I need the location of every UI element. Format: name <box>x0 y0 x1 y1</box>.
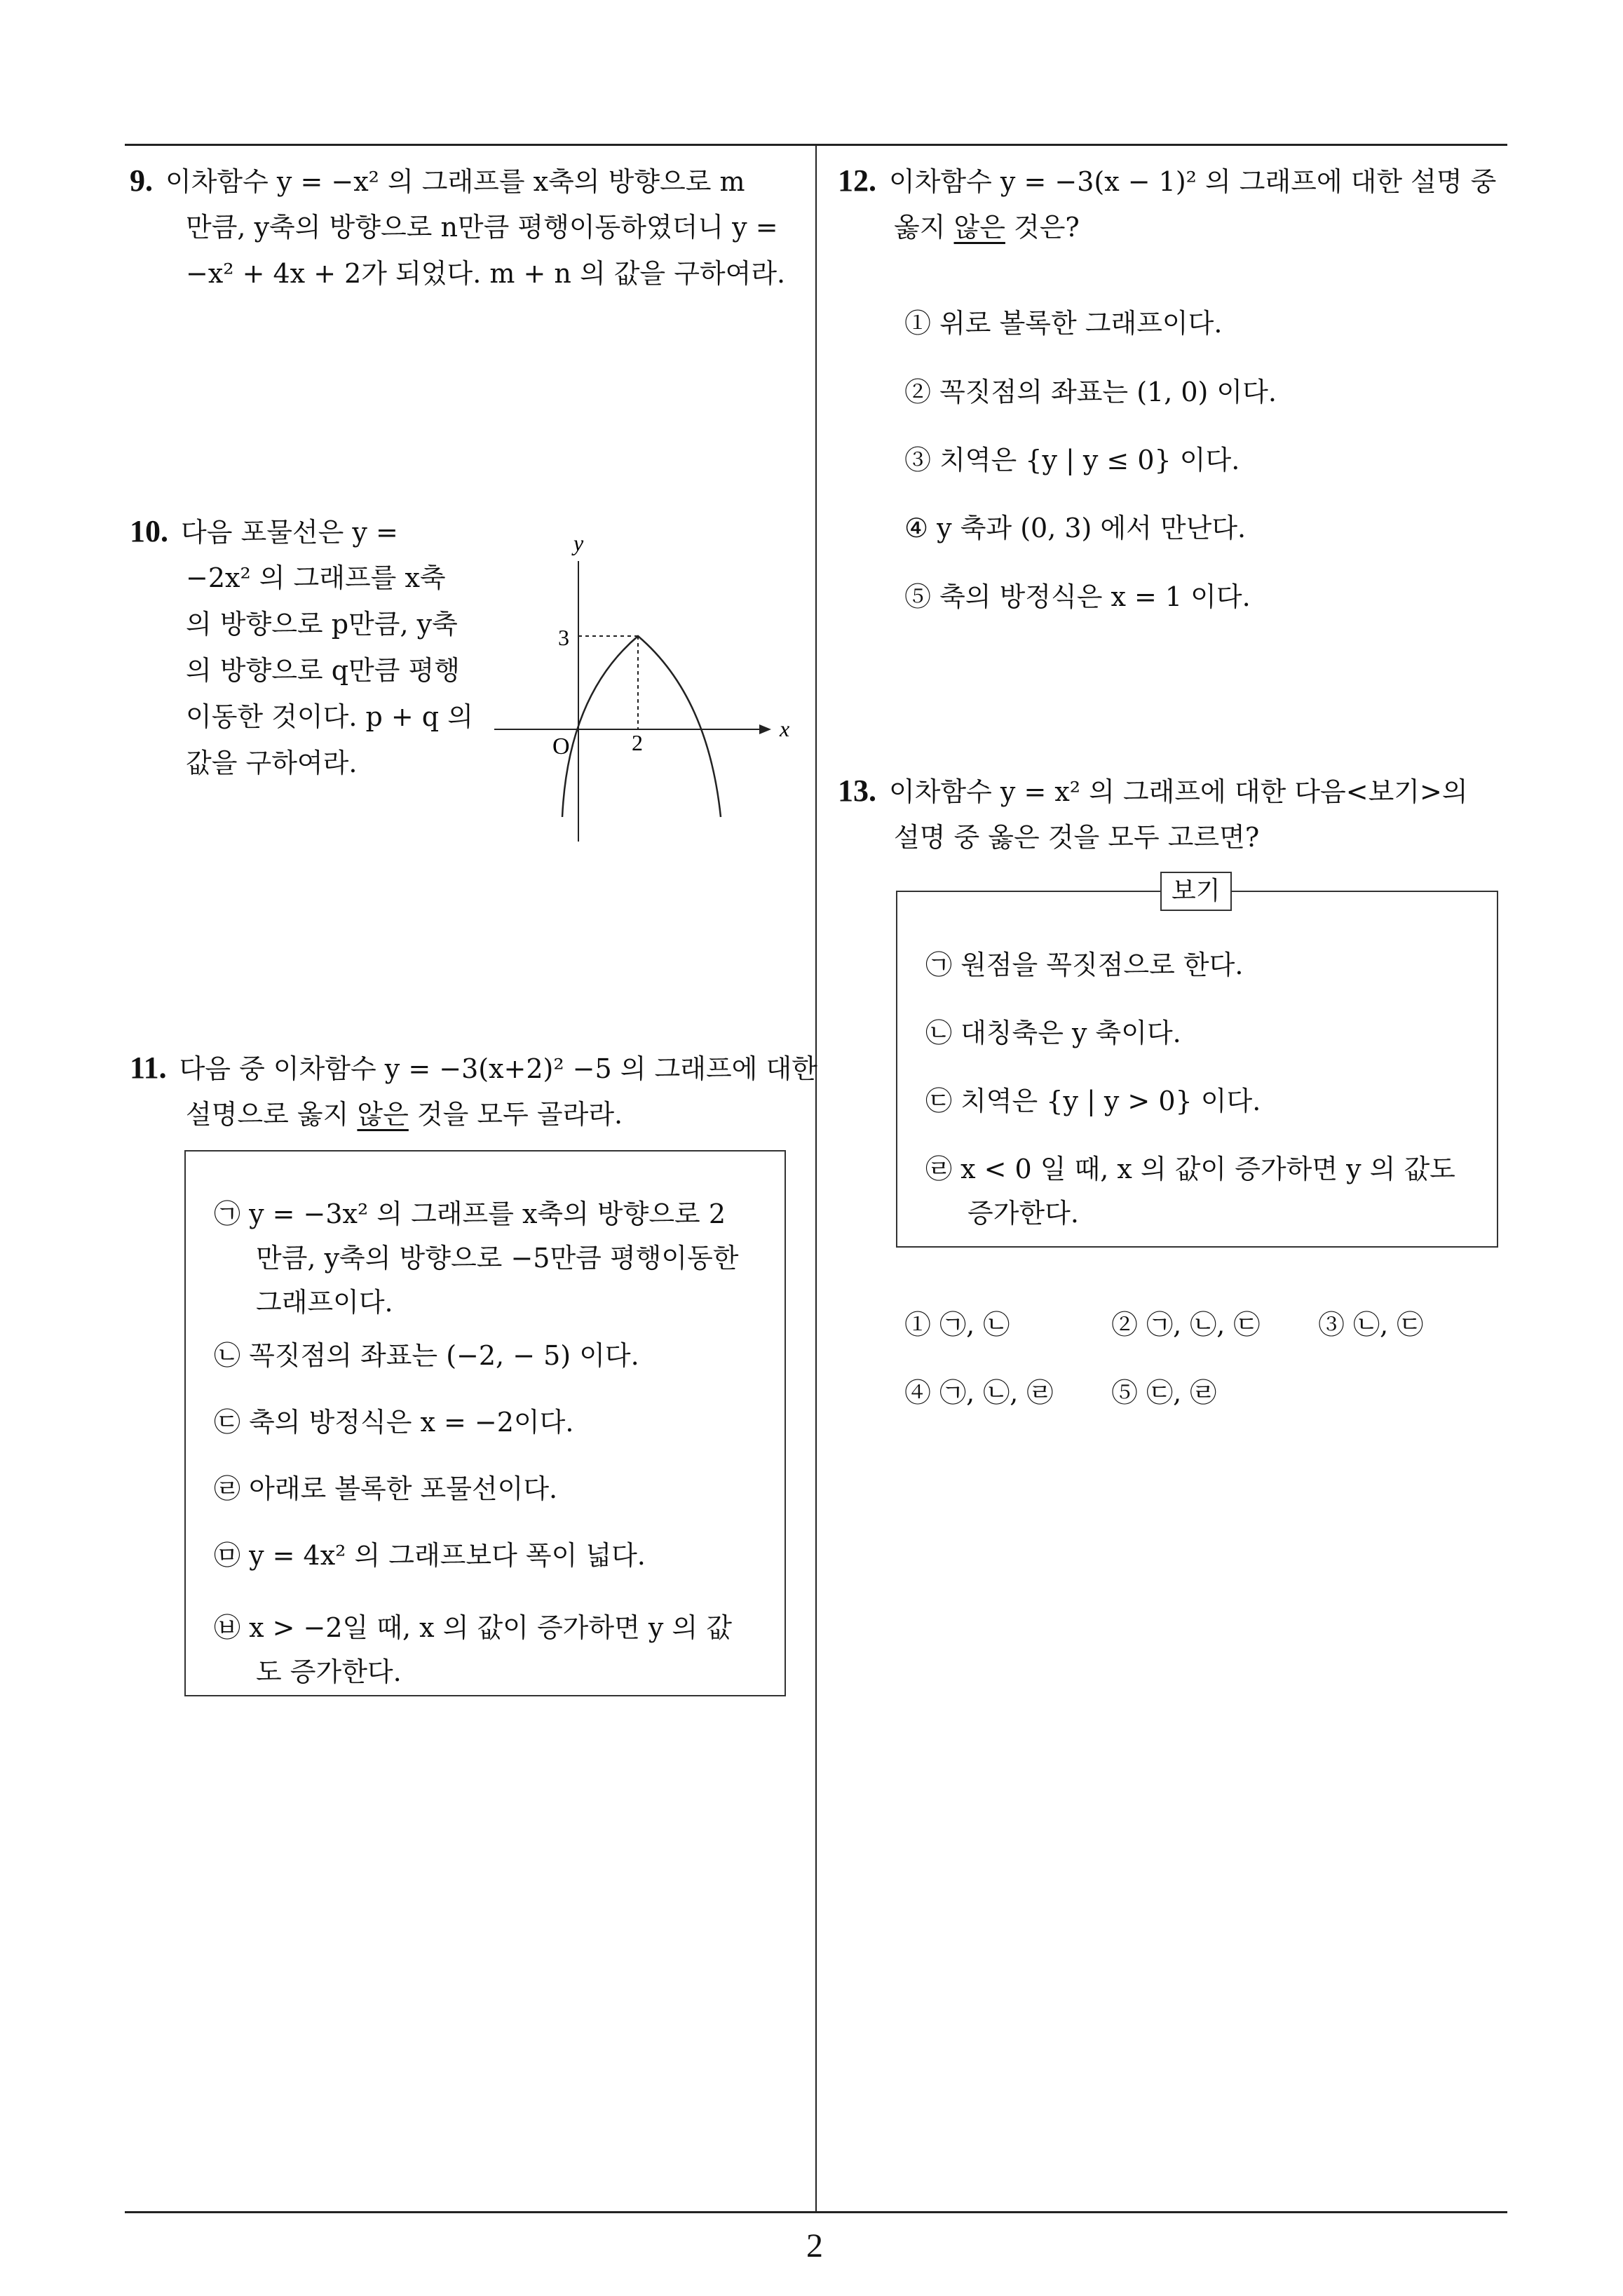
emphasis-underline: 않은 <box>953 212 1005 243</box>
question-text-line: 것은? <box>1005 212 1080 243</box>
option-2[interactable]: ② ㉠, ㉡, ㉢ <box>1111 1309 1261 1340</box>
statement-item: ㉠ y = −3x² 의 그래프를 x축의 방향으로 2 <box>214 1198 726 1229</box>
question-text-line: −x² + 4x + 2가 되었다. m + n 의 값을 구하여라. <box>186 258 786 289</box>
bottom-rule <box>125 2211 1507 2213</box>
y-tick-label: 3 <box>558 625 569 650</box>
question-text-line: 설명 중 옳은 것을 모두 고르면? <box>894 822 1260 853</box>
question-9 <box>130 158 803 297</box>
question-text-line: 다음 중 이차함수 y = −3(x+2)² −5 의 그래프에 대한 <box>179 1053 817 1084</box>
question-text-line: 이차함수 y = −x² 의 그래프를 x축의 방향으로 m <box>165 166 745 197</box>
x-tick-label: 2 <box>632 730 643 755</box>
y-axis-label: y <box>573 530 584 555</box>
statement-item: 만큼, y축의 방향으로 −5만큼 평행이동한 <box>256 1243 739 1274</box>
column-divider <box>815 145 817 2213</box>
bogi-item: ㉠ 원점을 꼭짓점으로 한다. <box>925 950 1244 980</box>
question-number: 10. <box>130 514 168 548</box>
question-13 <box>838 768 1511 860</box>
question-text-line: 이차함수 y = x² 의 그래프에 대한 다음<보기>의 <box>889 776 1468 807</box>
question-text-line: 옳지 <box>894 212 954 243</box>
option-5[interactable]: ⑤ ㉢, ㉣ <box>1111 1377 1217 1408</box>
question-text-line: 의 방향으로 q만큼 평행 <box>186 655 460 686</box>
option-3[interactable]: ③ ㉡, ㉢ <box>1318 1309 1424 1340</box>
question-text-line: 이동한 것이다. p + q 의 <box>186 701 473 732</box>
bogi-item: ㉡ 대칭축은 y 축이다. <box>925 1018 1181 1048</box>
question-11 <box>130 1045 817 1137</box>
statement-item: ㉥ x > −2일 때, x 의 값이 증가하면 y 의 값 <box>214 1612 732 1643</box>
question-number: 9. <box>130 163 153 198</box>
x-axis-arrow <box>759 724 771 734</box>
origin-label: O <box>552 734 570 759</box>
statement-item: ㉡ 꼭짓점의 좌표는 (−2, − 5) 이다. <box>214 1340 639 1371</box>
option-4[interactable]: ④ y 축과 (0, 3) 에서 만난다. <box>904 513 1247 543</box>
parabola-graph <box>484 526 806 856</box>
question-text-line: 의 방향으로 p만큼, y축 <box>186 609 458 640</box>
option-4[interactable]: ④ ㉠, ㉡, ㉣ <box>904 1377 1054 1408</box>
question-number: 12. <box>838 163 876 198</box>
statement-item: 그래프이다. <box>256 1287 393 1318</box>
question-text-line: 설명으로 옳지 <box>186 1099 358 1130</box>
question-text-line: 다음 포물선은 y = <box>181 517 398 548</box>
emphasis-underline: 않은 <box>357 1099 409 1130</box>
question-text-line: −2x² 의 그래프를 x축 <box>186 562 446 593</box>
option-5[interactable]: ⑤ 축의 방정식은 x = 1 이다. <box>904 581 1251 612</box>
question-12 <box>838 158 1511 250</box>
bogi-item: ㉢ 치역은 {y | y > 0} 이다. <box>925 1086 1261 1116</box>
question-number: 13. <box>838 774 876 808</box>
parabola-curve <box>562 636 721 817</box>
statement-item: ㉤ y = 4x² 의 그래프보다 폭이 넓다. <box>214 1540 646 1571</box>
x-axis-label: x <box>780 716 790 741</box>
option-1[interactable]: ① 위로 볼록한 그래프이다. <box>904 308 1223 339</box>
question-text-line: 만큼, y축의 방향으로 n만큼 평행이동하였더니 y = <box>186 212 778 243</box>
option-3[interactable]: ③ 치역은 {y | y ≤ 0} 이다. <box>904 445 1240 475</box>
bogi-item: ㉣ x < 0 일 때, x 의 값이 증가하면 y 의 값도 <box>925 1154 1455 1184</box>
statement-item: ㉣ 아래로 볼록한 포물선이다. <box>214 1473 558 1504</box>
question-10 <box>130 508 494 786</box>
bogi-label: 보기 <box>1160 872 1232 911</box>
option-2[interactable]: ② 꼭짓점의 좌표는 (1, 0) 이다. <box>904 377 1277 407</box>
bogi-item: 증가한다. <box>967 1198 1079 1229</box>
statement-item: 도 증가한다. <box>256 1656 402 1687</box>
question-text-line: 값을 구하여라. <box>186 748 358 778</box>
question-number: 11. <box>130 1051 167 1085</box>
option-1[interactable]: ① ㉠, ㉡ <box>904 1309 1010 1340</box>
question-text-line: 것을 모두 골라라. <box>408 1099 623 1130</box>
page-number: 2 <box>806 2227 823 2264</box>
question-text-line: 이차함수 y = −3(x − 1)² 의 그래프에 대한 설명 중 <box>889 166 1497 197</box>
statement-item: ㉢ 축의 방정식은 x = −2이다. <box>214 1407 574 1438</box>
